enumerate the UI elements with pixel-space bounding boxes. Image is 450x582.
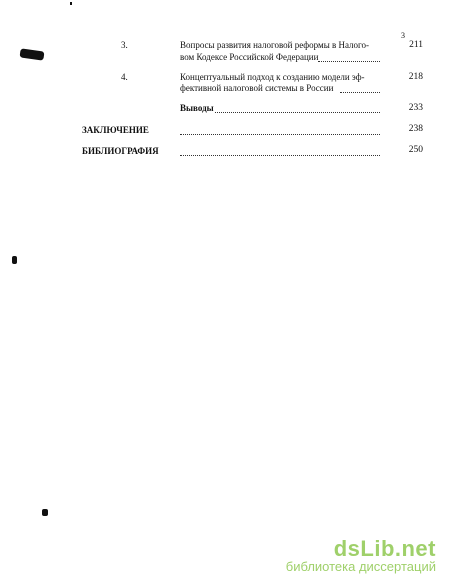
toc-section-bibliography: БИБЛИОГРАФИЯ bbox=[82, 146, 159, 156]
toc-dot-leader bbox=[340, 91, 380, 93]
toc-section-zaklyuchenie: ЗАКЛЮЧЕНИЕ bbox=[82, 125, 149, 135]
toc-item-title-line2: фективной налоговой системы в России bbox=[180, 83, 334, 93]
toc-item-page: 211 bbox=[409, 40, 423, 50]
scan-artifact bbox=[19, 48, 44, 60]
toc-item-title-line1: Вопросы развития налоговой реформы в Налого- bbox=[180, 40, 370, 50]
toc-item-page: 250 bbox=[408, 145, 423, 155]
toc-item-page: 218 bbox=[408, 72, 423, 82]
toc-item-number: 4. bbox=[121, 72, 128, 82]
scan-artifact bbox=[12, 256, 17, 264]
toc-dot-leader bbox=[318, 60, 380, 62]
toc-dot-leader bbox=[180, 154, 380, 156]
toc-item-page: 238 bbox=[408, 124, 423, 134]
toc-dot-leader bbox=[180, 133, 380, 135]
toc-item-title-line2: вом Кодексе Российской Федерации bbox=[180, 52, 319, 62]
toc-conclusions-label: Выводы bbox=[180, 103, 214, 113]
page-number: 3 bbox=[401, 31, 405, 40]
watermark-subtitle: библиотека диссертаций bbox=[285, 559, 436, 574]
scan-artifact bbox=[42, 509, 48, 516]
dslib-watermark bbox=[286, 536, 436, 574]
toc-item-page: 233 bbox=[408, 103, 423, 113]
watermark-logo: dsLib.net bbox=[333, 536, 436, 561]
scan-artifact bbox=[70, 2, 72, 5]
toc-dot-leader bbox=[215, 111, 380, 113]
toc-item-title-line1: Концептуальный подход к созданию модели эф- bbox=[180, 72, 365, 82]
toc-item-number: 3. bbox=[121, 40, 128, 50]
